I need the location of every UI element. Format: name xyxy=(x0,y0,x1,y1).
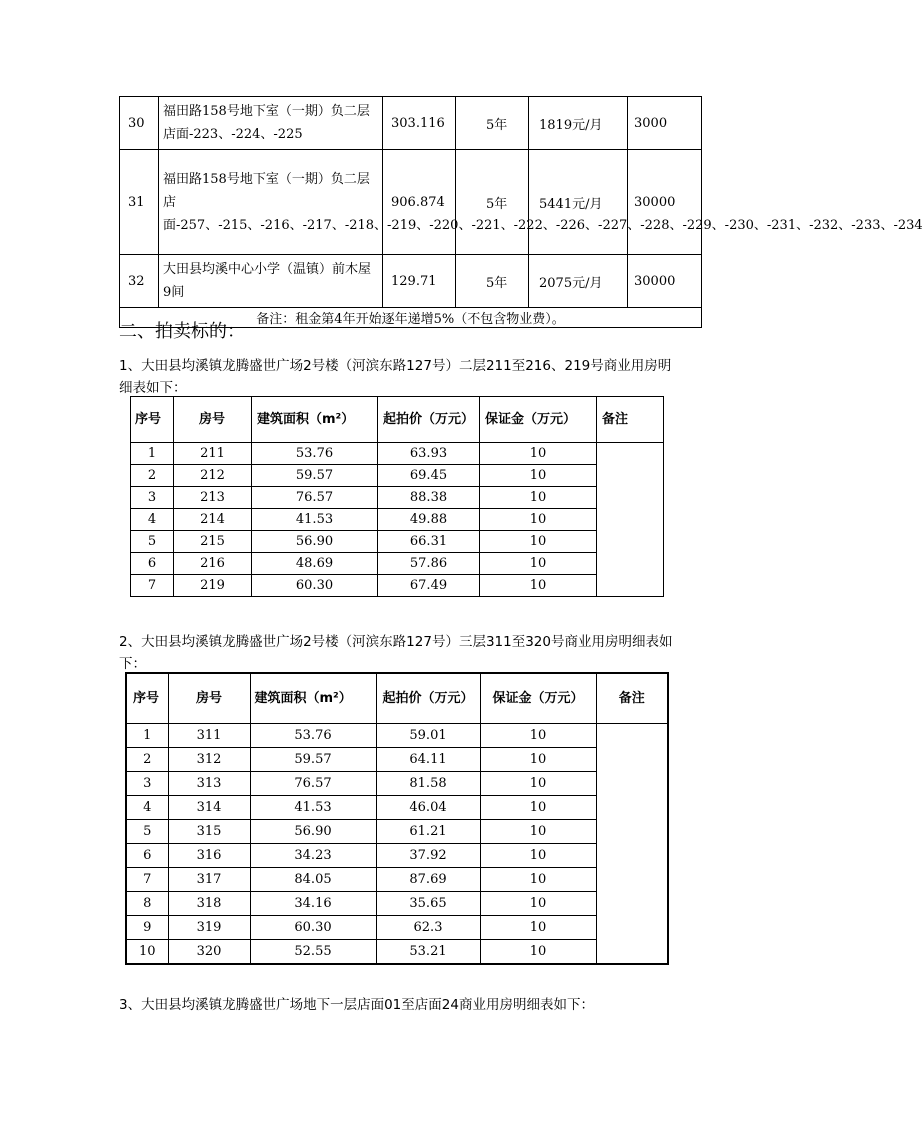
table-row xyxy=(126,891,668,915)
area-value: 60.30 xyxy=(250,915,376,939)
area-value: 59.57 xyxy=(250,747,376,771)
table-row xyxy=(120,255,702,308)
row-number: 1 xyxy=(126,723,168,747)
auction-table-1 xyxy=(130,396,664,597)
room-number: 212 xyxy=(174,465,252,487)
room-number: 214 xyxy=(174,509,252,531)
property-name: 福田路158号地下室（一期）负二层店面-223、-224、-225 xyxy=(159,97,383,150)
deposit-value: 10 xyxy=(480,487,597,509)
deposit-value: 30000 xyxy=(628,150,702,255)
row-number: 4 xyxy=(126,795,168,819)
row-number: 4 xyxy=(131,509,174,531)
room-number: 219 xyxy=(174,575,252,597)
room-number: 315 xyxy=(168,819,250,843)
table-row xyxy=(126,915,668,939)
header-notes: 备注 xyxy=(596,673,668,723)
starting-price: 64.11 xyxy=(376,747,480,771)
table-row xyxy=(120,150,702,255)
table-row xyxy=(126,795,668,819)
deposit-value: 10 xyxy=(480,891,596,915)
header-deposit: 保证金（万元） xyxy=(480,673,596,723)
starting-price: 62.3 xyxy=(376,915,480,939)
table-row xyxy=(131,553,664,575)
row-number: 10 xyxy=(126,939,168,964)
room-number: 215 xyxy=(174,531,252,553)
starting-price: 37.92 xyxy=(376,843,480,867)
table-row xyxy=(131,531,664,553)
table-row xyxy=(126,723,668,747)
row-number: 3 xyxy=(126,771,168,795)
lease-term: 5年 xyxy=(456,255,529,308)
starting-price: 49.88 xyxy=(378,509,480,531)
table-row xyxy=(126,867,668,891)
notes-cell xyxy=(596,723,668,964)
room-number: 311 xyxy=(168,723,250,747)
row-number: 8 xyxy=(126,891,168,915)
row-number: 6 xyxy=(126,843,168,867)
auction-table-2 xyxy=(125,672,669,965)
deposit-value: 30000 xyxy=(628,255,702,308)
starting-price: 53.21 xyxy=(376,939,480,964)
starting-price: 61.21 xyxy=(376,819,480,843)
room-number: 318 xyxy=(168,891,250,915)
area-value: 41.53 xyxy=(250,795,376,819)
lease-table xyxy=(119,96,923,328)
header-no: 序号 xyxy=(131,397,174,443)
room-number: 317 xyxy=(168,867,250,891)
row-number: 7 xyxy=(126,867,168,891)
header-deposit: 保证金（万元） xyxy=(480,397,597,443)
section-heading: 二、拍卖标的： xyxy=(119,321,245,342)
deposit-value: 10 xyxy=(480,723,596,747)
row-index: 31 xyxy=(120,150,159,255)
room-number: 213 xyxy=(174,487,252,509)
starting-price: 67.49 xyxy=(378,575,480,597)
monthly-rent: 5441元/月 xyxy=(529,150,628,255)
starting-price: 69.45 xyxy=(378,465,480,487)
header-price: 起拍价（万元） xyxy=(376,673,480,723)
starting-price: 57.86 xyxy=(378,553,480,575)
area-value: 53.76 xyxy=(252,443,378,465)
deposit-value: 10 xyxy=(480,939,596,964)
room-number: 320 xyxy=(168,939,250,964)
room-number: 216 xyxy=(174,553,252,575)
deposit-value: 10 xyxy=(480,553,597,575)
lease-term: 5年 xyxy=(456,150,529,255)
row-number: 3 xyxy=(131,487,174,509)
area-value: 303.116 xyxy=(383,97,456,150)
table-row xyxy=(131,575,664,597)
room-number: 313 xyxy=(168,771,250,795)
table-header-row xyxy=(126,673,668,723)
row-number: 2 xyxy=(126,747,168,771)
starting-price: 59.01 xyxy=(376,723,480,747)
deposit-value: 10 xyxy=(480,867,596,891)
row-number: 6 xyxy=(131,553,174,575)
table-row xyxy=(126,747,668,771)
row-number: 5 xyxy=(126,819,168,843)
area-value: 34.23 xyxy=(250,843,376,867)
starting-price: 46.04 xyxy=(376,795,480,819)
row-number: 1 xyxy=(131,443,174,465)
area-value: 53.76 xyxy=(250,723,376,747)
room-number: 314 xyxy=(168,795,250,819)
row-number: 7 xyxy=(131,575,174,597)
monthly-rent: 1819元/月 xyxy=(529,97,628,150)
room-number: 312 xyxy=(168,747,250,771)
auction-table-2-body xyxy=(126,723,668,964)
notes-cell xyxy=(597,443,664,597)
deposit-value: 10 xyxy=(480,819,596,843)
table-row xyxy=(131,487,664,509)
deposit-value: 10 xyxy=(480,843,596,867)
table-row xyxy=(126,771,668,795)
table-row xyxy=(131,465,664,487)
table-row xyxy=(126,843,668,867)
starting-price: 35.65 xyxy=(376,891,480,915)
area-value: 56.90 xyxy=(252,531,378,553)
row-index: 30 xyxy=(120,97,159,150)
area-value: 906.874 xyxy=(383,150,456,255)
deposit-value: 10 xyxy=(480,915,596,939)
deposit-value: 10 xyxy=(480,575,597,597)
header-area: 建筑面积（m²） xyxy=(252,397,378,443)
row-number: 2 xyxy=(131,465,174,487)
area-value: 76.57 xyxy=(250,771,376,795)
auction-table-1-body xyxy=(131,443,664,597)
header-room: 房号 xyxy=(174,397,252,443)
area-value: 76.57 xyxy=(252,487,378,509)
area-value: 56.90 xyxy=(250,819,376,843)
area-value: 52.55 xyxy=(250,939,376,964)
deposit-value: 10 xyxy=(480,531,597,553)
header-notes: 备注 xyxy=(597,397,664,443)
header-area: 建筑面积（m²） xyxy=(250,673,376,723)
header-no: 序号 xyxy=(126,673,168,723)
room-number: 211 xyxy=(174,443,252,465)
starting-price: 81.58 xyxy=(376,771,480,795)
deposit-value: 10 xyxy=(480,465,597,487)
row-index: 32 xyxy=(120,255,159,308)
area-value: 48.69 xyxy=(252,553,378,575)
table-header-row xyxy=(131,397,664,443)
table-row xyxy=(131,509,664,531)
starting-price: 87.69 xyxy=(376,867,480,891)
deposit-value: 10 xyxy=(480,509,597,531)
starting-price: 63.93 xyxy=(378,443,480,465)
property-name: 福田路158号地下室（一期）负二层店面-257、-215、-216、-217、-218、-219、-220、-221、-222、-226、-227、-228、-229、-230、-231、-232、-233、-234 xyxy=(159,150,383,255)
table-row xyxy=(126,939,668,964)
monthly-rent: 2075元/月 xyxy=(529,255,628,308)
deposit-value: 10 xyxy=(480,795,596,819)
row-number: 9 xyxy=(126,915,168,939)
deposit-value: 10 xyxy=(480,747,596,771)
area-value: 60.30 xyxy=(252,575,378,597)
header-room: 房号 xyxy=(168,673,250,723)
area-value: 129.71 xyxy=(383,255,456,308)
area-value: 34.16 xyxy=(250,891,376,915)
table-row xyxy=(120,97,702,150)
deposit-value: 3000 xyxy=(628,97,702,150)
area-value: 59.57 xyxy=(252,465,378,487)
lease-term: 5年 xyxy=(456,97,529,150)
property-name: 大田县均溪中心小学（温镇）前木屋9间 xyxy=(159,255,383,308)
lease-note: 备注：租金第4年开始逐年递增5%（不包含物业费）。 xyxy=(120,308,702,328)
row-number: 5 xyxy=(131,531,174,553)
table-row xyxy=(126,819,668,843)
area-value: 41.53 xyxy=(252,509,378,531)
deposit-value: 10 xyxy=(480,443,597,465)
item3-intro: 3、大田县均溪镇龙腾盛世广场地下一层店面01至店面24商业用房明细表如下： xyxy=(119,997,594,1013)
room-number: 319 xyxy=(168,915,250,939)
item1-intro: 1、大田县均溪镇龙腾盛世广场2号楼（河滨东路127号）二层211至216、219号商业用房明细表如下： xyxy=(119,358,672,396)
table-row xyxy=(131,443,664,465)
starting-price: 66.31 xyxy=(378,531,480,553)
deposit-value: 10 xyxy=(480,771,596,795)
lease-table-body xyxy=(120,97,923,308)
room-number: 316 xyxy=(168,843,250,867)
item2-intro: 2、大田县均溪镇龙腾盛世广场2号楼（河滨东路127号）三层311至320号商业用房明细表如下： xyxy=(119,634,673,672)
starting-price: 88.38 xyxy=(378,487,480,509)
area-value: 84.05 xyxy=(250,867,376,891)
header-price: 起拍价（万元） xyxy=(378,397,480,443)
